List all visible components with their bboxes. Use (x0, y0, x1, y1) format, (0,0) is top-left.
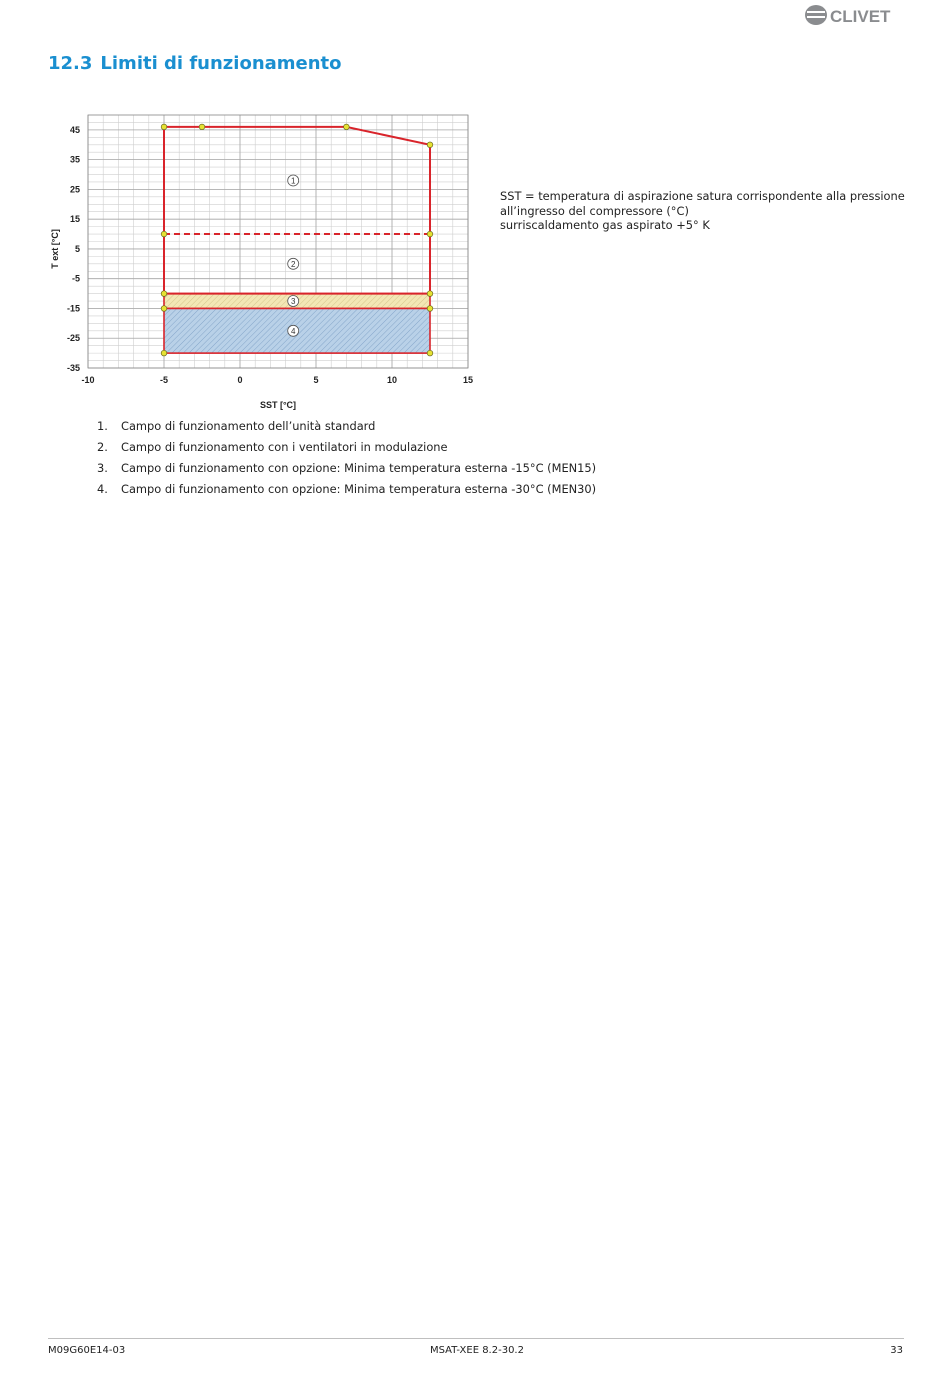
boundary-point (161, 231, 167, 237)
legend-item (97, 419, 596, 440)
boundary-point (427, 350, 433, 356)
legend-item-text: Campo di funzionamento con opzione: Minima temperatura esterna -30°C (MEN30) (121, 482, 597, 496)
note-line: all’ingresso del compressore (°C) (500, 203, 689, 218)
clivet-logo (802, 2, 906, 28)
x-axis-label: SST [°C] (259, 400, 297, 410)
y-tick-label: 15 (69, 214, 80, 225)
section-number: 12.3 (48, 53, 93, 74)
y-tick-label: -35 (66, 363, 80, 373)
x-tick-label: 0 (237, 375, 243, 385)
legend-item-text: Campo di funzionamento con i ventilatori in modulazione (121, 440, 448, 454)
x-tick-label: 15 (462, 375, 474, 385)
x-tick-label: -10 (81, 375, 95, 385)
boundary-point (427, 231, 433, 237)
y-tick-label: 35 (69, 154, 80, 165)
y-tick-label: 5 (74, 243, 80, 254)
legend-item-number: 4. (97, 482, 108, 496)
y-tick-label: -5 (71, 273, 80, 284)
y-tick-label: -15 (66, 303, 80, 314)
boundary-point (427, 142, 433, 148)
y-axis-label: T ext [°C] (50, 229, 60, 269)
operating-limits-chart (40, 100, 490, 420)
boundary-point (427, 291, 433, 297)
legend-item-text: Campo di funzionamento con opzione: Minima temperatura esterna -15°C (MEN15) (121, 461, 597, 475)
legend-item (97, 440, 596, 461)
y-tick-label: -25 (66, 333, 80, 344)
legend-item-number: 1. (97, 419, 108, 433)
zone-label: 3 (290, 297, 296, 307)
legend-item (97, 461, 596, 482)
boundary-point (199, 124, 205, 130)
note-line: surriscaldamento gas aspirato +5° K (500, 218, 710, 232)
zone-label: 4 (290, 326, 296, 336)
legend-item-number: 2. (97, 440, 108, 454)
boundary-point (161, 124, 167, 130)
x-tick-label: 10 (386, 375, 398, 385)
clivet-logo-mark (805, 5, 827, 25)
zone-label: 2 (290, 259, 296, 269)
y-tick-label: 25 (69, 184, 80, 195)
clivet-logo-wordmark: CLIVET (830, 7, 891, 26)
legend-item-number: 3. (97, 461, 108, 475)
boundary-point (161, 306, 167, 312)
footer-divider (48, 1338, 904, 1339)
boundary-point (344, 124, 350, 130)
x-tick-label: -5 (159, 375, 169, 385)
boundary-point (427, 306, 433, 312)
note-line: SST = temperatura di aspirazione satura corrispondente alla pressione (500, 189, 905, 203)
footer-doc-code: M09G60E14-03 (48, 1345, 126, 1356)
zone-label: 1 (290, 176, 296, 186)
chart-notes (500, 189, 920, 233)
footer-model: MSAT-XEE 8.2-30.2 (430, 1345, 524, 1356)
legend-item (97, 482, 596, 503)
x-tick-label: 5 (313, 375, 319, 385)
boundary-point (161, 291, 167, 297)
section-title: Limiti di funzionamento (100, 53, 342, 74)
footer-page-number: 33 (890, 1345, 903, 1356)
y-tick-label: 45 (69, 124, 80, 135)
legend-item-text: Campo di funzionamento dell’unità standard (121, 419, 376, 433)
boundary-point (161, 350, 167, 356)
section-heading (48, 53, 342, 74)
zone-legend (97, 419, 596, 503)
